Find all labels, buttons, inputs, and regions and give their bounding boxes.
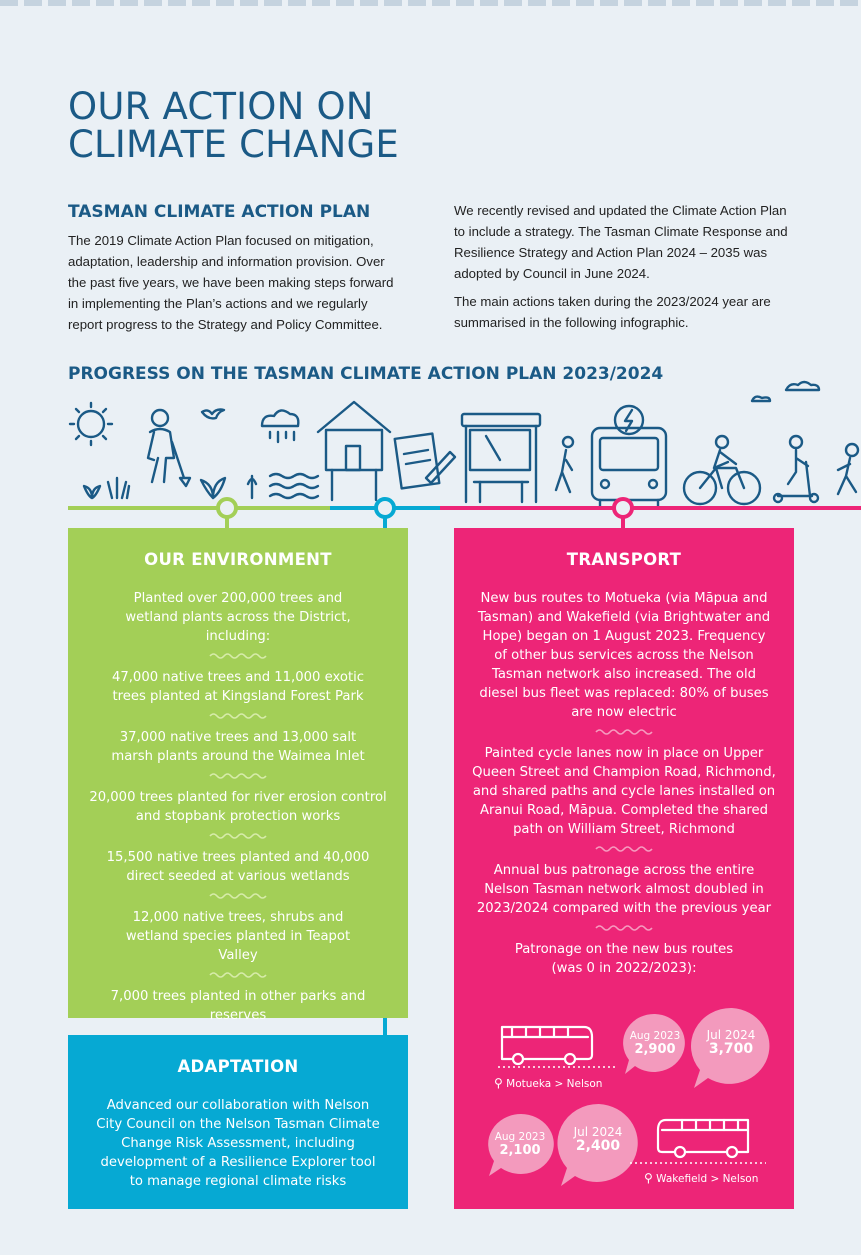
bubble-value: 2,900 xyxy=(634,1042,676,1057)
plan-paragraph-3: The main actions taken during the 2023/2024 year are summarised in the following infographic. xyxy=(454,294,771,330)
transport-title: TRANSPORT xyxy=(566,550,682,569)
infographic-illustration xyxy=(0,380,861,540)
bubble-value: 2,100 xyxy=(499,1143,541,1158)
location-pin-icon: ⚲ xyxy=(494,1076,503,1090)
cloud-icon xyxy=(786,382,819,390)
bubble-value: 2,400 xyxy=(575,1138,621,1154)
transport-item: Annual bus patronage across the entire Nelson Tasman network almost doubled in 2023/2024 compared with the previous year xyxy=(476,863,772,916)
sun-icon xyxy=(70,403,112,445)
transport-panel xyxy=(454,528,794,1209)
plant-icon xyxy=(201,478,225,498)
environment-title: OUR ENVIRONMENT xyxy=(144,550,332,569)
environment-item: 47,000 native trees and 11,000 exotic trees planted at Kingsland Forest Park xyxy=(111,670,365,704)
wave-divider-icon xyxy=(209,712,267,720)
bus-icon xyxy=(498,1021,596,1067)
plan-paragraph-2: We recently revised and updated the Climate Action Plan to include a strategy. The Tasman Climate Response and Resilience Strategy and Action Plan 2024 – 2035 was adopted by Council in June 2024. xyxy=(454,203,788,281)
bubble-month: Aug 2023 xyxy=(494,1131,546,1143)
wave-divider-icon xyxy=(209,971,267,979)
planting-person-icon xyxy=(148,410,190,486)
adaptation-text: Advanced our collaboration with Nelson City Council on the Nelson Tasman Climate Change Risk Assessment, including development of a Resilience Explorer tool to manage regional climate risks xyxy=(96,1098,380,1189)
location-pin-icon: ⚲ xyxy=(644,1171,653,1185)
grass-icon xyxy=(108,478,129,498)
bubble-wakefield-jul xyxy=(556,1102,640,1186)
page-title-line-1: OUR ACTION ON xyxy=(68,85,374,128)
bus-shelter-icon xyxy=(462,414,540,502)
runner-icon xyxy=(838,444,858,494)
water-waves-icon xyxy=(270,474,318,498)
plan-paragraph-1: The 2019 Climate Action Plan focused on mitigation, adaptation, leadership and information provision. Over the past five years, we have been making steps forward in implementing the Plan’s actions and we regularly report progress to the Strategy and Policy Committee. xyxy=(68,233,394,332)
route-label-motueka: ⚲ Motueka > Nelson xyxy=(494,1076,603,1090)
wave-divider-icon xyxy=(595,845,653,853)
bubble-month: Jul 2024 xyxy=(573,1125,623,1139)
environment-item: 15,500 native trees planted and 40,000 direct seeded at various wetlands xyxy=(106,850,370,884)
timeline-node-transport xyxy=(614,499,632,517)
plan-heading: TASMAN CLIMATE ACTION PLAN xyxy=(68,202,371,222)
top-decorative-band xyxy=(0,0,861,6)
dotted-route-line xyxy=(630,1161,766,1165)
wave-divider-icon xyxy=(209,892,267,900)
timeline-node-adaptation xyxy=(376,499,394,517)
raised-house-icon xyxy=(318,402,390,500)
wave-divider-icon xyxy=(595,728,653,736)
adaptation-title: ADAPTATION xyxy=(177,1057,299,1076)
bird-icon xyxy=(202,410,224,419)
environment-item: 7,000 trees planted in other parks and reserves xyxy=(110,989,366,1023)
scooter-rider-icon xyxy=(774,436,818,502)
environment-item: Planted over 200,000 trees and wetland plants across the District, including: xyxy=(125,591,351,644)
environment-item: 37,000 native trees and 13,000 salt marsh plants around the Waimea Inlet xyxy=(111,730,365,764)
pedestrian-icon xyxy=(556,437,573,492)
wave-divider-icon xyxy=(209,772,267,780)
bubble-month: Jul 2024 xyxy=(706,1028,756,1042)
bubble-value: 3,700 xyxy=(708,1041,754,1057)
environment-item: 12,000 native trees, shrubs and wetland species planted in Teapot Valley xyxy=(125,910,351,963)
environment-panel xyxy=(68,528,408,1023)
timeline-node-environment xyxy=(218,499,236,517)
progress-heading: PROGRESS ON THE TASMAN CLIMATE ACTION PLAN 2023/2024 xyxy=(68,364,664,384)
bubble-month: Aug 2023 xyxy=(629,1030,681,1042)
wave-divider-icon xyxy=(595,924,653,932)
environment-item: 20,000 trees planted for river erosion control and stopbank protection works xyxy=(89,790,387,824)
route-label-wakefield: ⚲ Wakefield > Nelson xyxy=(644,1171,759,1185)
document-pencil-icon xyxy=(395,434,455,489)
electric-bus-icon xyxy=(592,406,666,508)
bubble-wakefield-aug xyxy=(486,1112,554,1176)
rain-cloud-icon xyxy=(262,410,298,442)
wave-divider-icon xyxy=(209,832,267,840)
plant-icon xyxy=(84,486,100,498)
page-title xyxy=(68,85,488,166)
bubble-motueka-jul xyxy=(690,1006,772,1088)
cloud-icon xyxy=(752,397,770,401)
bubble-motueka-aug xyxy=(622,1012,688,1074)
bus-icon xyxy=(654,1114,752,1160)
adaptation-panel xyxy=(68,1035,408,1209)
dotted-route-line xyxy=(498,1065,618,1069)
transport-item: Patronage on the new bus routes (was 0 in 2022/2023): xyxy=(514,942,734,976)
page-title-line-2: CLIMATE CHANGE xyxy=(68,123,399,166)
reed-icon xyxy=(248,476,256,498)
wave-divider-icon xyxy=(209,652,267,660)
cyclist-icon xyxy=(684,436,760,504)
transport-item: New bus routes to Motueka (via Māpua and Tasman) and Wakefield (via Brightwater and Hope) began on 1 August 2023. Frequency of other bus services across the Nelson Tasman network also increased. The old diesel bus fleet was replaced: 80% of buses are now electric xyxy=(477,591,771,720)
transport-item: Painted cycle lanes now in place on Upper Queen Street and Champion Road, Richmond, and shared paths and cycle lanes installed on Aranui Road, Māpua. Completed the shared path on William Street, Richmond xyxy=(472,746,776,837)
